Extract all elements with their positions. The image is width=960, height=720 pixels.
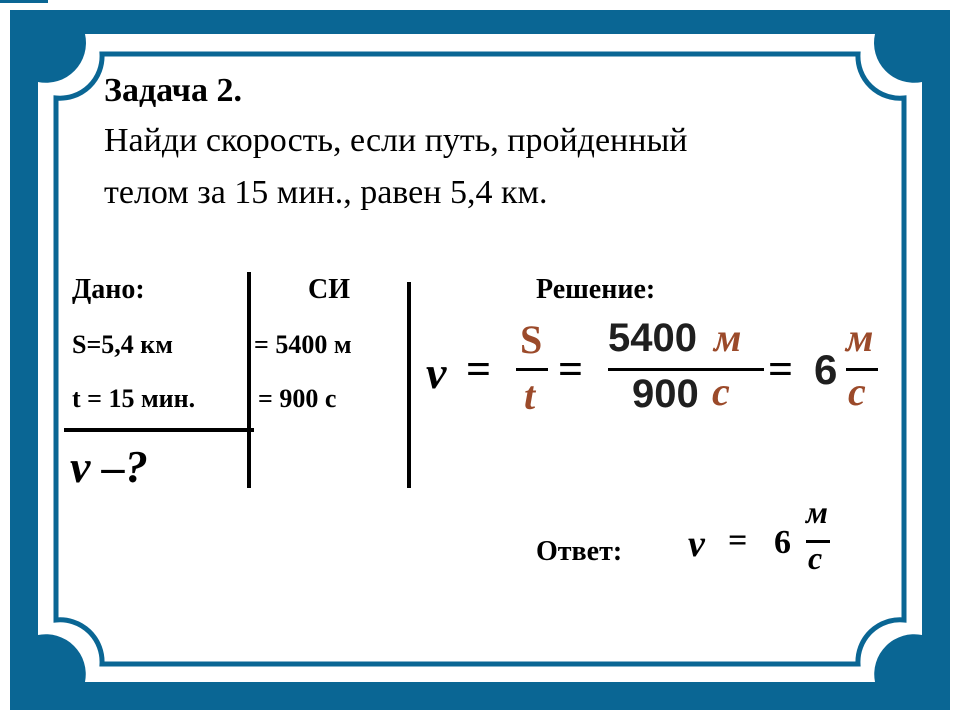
- fraction-bar-s-t: [516, 368, 548, 371]
- result-numerator-unit: м: [846, 315, 874, 360]
- corner-line: [0, 0, 48, 3]
- time-symbol: t: [524, 373, 536, 418]
- answer-velocity-symbol: v: [688, 523, 705, 565]
- answer-numerator-unit: м: [806, 494, 828, 530]
- numerator-unit: м: [714, 315, 742, 360]
- si-time: = 900 с: [258, 384, 337, 413]
- given-header: Дано:: [72, 274, 145, 305]
- si-header: СИ: [308, 274, 350, 305]
- velocity-symbol: v: [426, 347, 447, 398]
- answer-label: Ответ:: [536, 536, 623, 567]
- equals-sign-3: =: [768, 345, 794, 394]
- distance-symbol: S: [520, 317, 543, 362]
- task-title: Задача 2.: [104, 72, 242, 109]
- unknown-velocity: v –?: [70, 441, 148, 492]
- divider-si-solution: [407, 282, 411, 488]
- answer-equals-sign: =: [728, 522, 748, 559]
- answer-value: 6: [774, 524, 791, 561]
- result-denominator-unit: с: [848, 369, 866, 414]
- result-value: 6: [814, 346, 838, 393]
- si-distance: = 5400 м: [254, 330, 352, 359]
- solution-formula: [424, 315, 894, 428]
- divider-given-si: [247, 272, 251, 488]
- divider-horizontal: [64, 428, 254, 432]
- equals-sign-2: =: [558, 345, 584, 394]
- numerator-value: 5400: [608, 316, 697, 360]
- task-line-1: Найди скорость, если путь, пройденный: [104, 122, 688, 159]
- answer-denominator-unit: с: [808, 540, 823, 576]
- equals-sign-1: =: [466, 345, 492, 394]
- denominator-unit: с: [712, 369, 730, 414]
- answer-formula: [686, 494, 846, 594]
- solution-header: Решение:: [536, 274, 656, 305]
- given-distance: S=5,4 км: [72, 330, 173, 359]
- given-time: t = 15 мин.: [72, 384, 196, 413]
- denominator-value: 900: [632, 372, 699, 416]
- task-line-2: телом за 15 мин., равен 5,4 км.: [104, 174, 548, 211]
- fraction-bar-values: [608, 368, 764, 371]
